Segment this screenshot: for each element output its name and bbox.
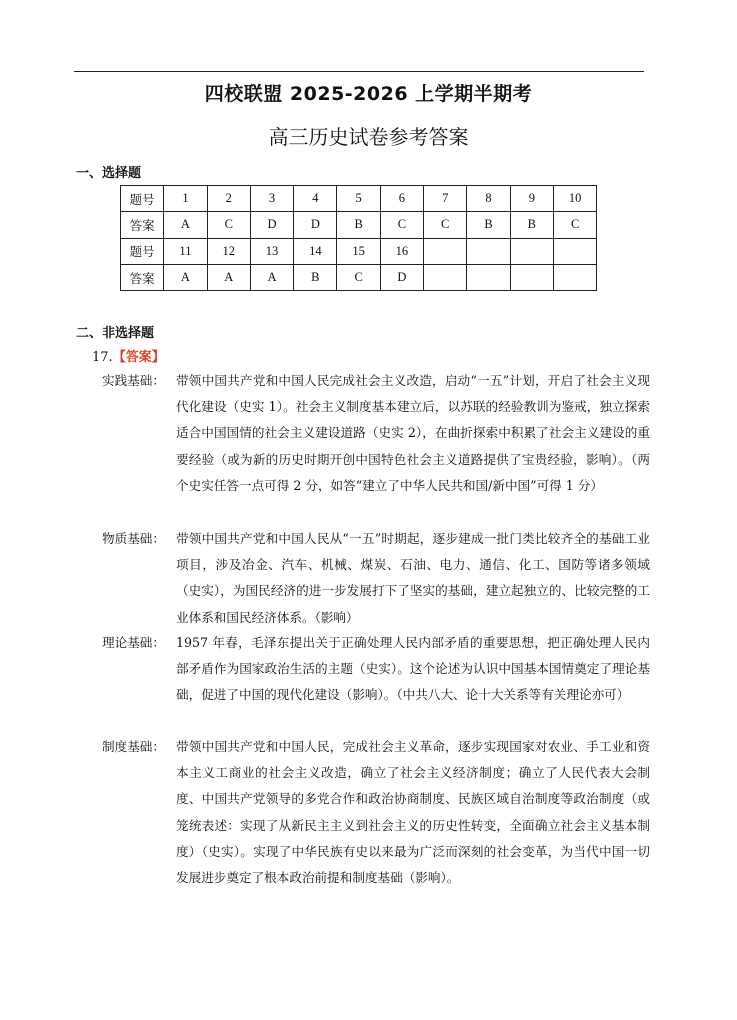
table-cell: 10 bbox=[553, 186, 596, 212]
table-cell bbox=[424, 238, 467, 264]
table-cell: A bbox=[164, 212, 207, 238]
table-cell: D bbox=[294, 212, 337, 238]
table-cell: B bbox=[510, 212, 553, 238]
table-cell: 9 bbox=[510, 186, 553, 212]
table-cell: A bbox=[250, 264, 293, 290]
entry-text: 1957 年春，毛泽东提出关于正确处理人民内部矛盾的重要思想，把正确处理人民内部矛盾作为国家政治生活的主题（史实）。这个论述为认识中国基本国情奠定了理论基础，促进了中国的现代化建设（影响）。（中共八大、论十大关系等有关理论亦可） bbox=[176, 635, 650, 703]
table-cell bbox=[510, 264, 553, 290]
table-cell bbox=[424, 264, 467, 290]
table-cell: C bbox=[380, 212, 423, 238]
table-cell: D bbox=[250, 212, 293, 238]
table-row bbox=[121, 186, 597, 212]
table-cell: C bbox=[553, 212, 596, 238]
entry-label: 实践基础： bbox=[102, 373, 165, 388]
table-cell: 15 bbox=[337, 238, 380, 264]
table-row-header: 题号 bbox=[121, 238, 164, 264]
table-cell: C bbox=[337, 264, 380, 290]
entry-label: 理论基础： bbox=[102, 635, 165, 650]
entry-label: 制度基础： bbox=[102, 739, 165, 754]
table-cell bbox=[467, 238, 510, 264]
table-row bbox=[121, 264, 597, 290]
question-number: 17. bbox=[92, 350, 113, 365]
table-row bbox=[121, 212, 597, 238]
table-cell: 4 bbox=[294, 186, 337, 212]
table-row-header: 题号 bbox=[121, 186, 164, 212]
table-cell: A bbox=[164, 264, 207, 290]
section-heading-nonchoice: 二、非选择题 bbox=[76, 326, 155, 341]
table-cell: 14 bbox=[294, 238, 337, 264]
table-cell: 1 bbox=[164, 186, 207, 212]
table-cell: C bbox=[424, 212, 467, 238]
document-subtitle: 高三历史试卷参考答案 bbox=[268, 125, 469, 149]
table-cell: D bbox=[380, 264, 423, 290]
table-cell: 12 bbox=[207, 238, 250, 264]
table-cell: 16 bbox=[380, 238, 423, 264]
table-cell: C bbox=[207, 212, 250, 238]
answer-entry-theory bbox=[102, 630, 650, 709]
entry-label: 物质基础： bbox=[102, 531, 165, 546]
question-17-heading bbox=[92, 346, 165, 365]
entry-text: 带领中国共产党和中国人民完成社会主义改造，启动“一五”计划，开启了社会主义现代化建设（史实 1）。社会主义制度基本建立后，以苏联的经验教训为鉴戒，独立探索适合中国国情的社会主义建设道路（史实 2），在曲折探索中积累了社会主义建设的重要经验（或为新的历史时期开创中国特色社会主义道路提供了宝贵经验，影响）。（两个史实任答一点可得 2 分，如答“建立了中华人民共和国/新中国”可得 1 分） bbox=[176, 373, 650, 493]
table-row-header: 答案 bbox=[121, 212, 164, 238]
table-cell: 11 bbox=[164, 238, 207, 264]
table-cell: B bbox=[294, 264, 337, 290]
table-cell: B bbox=[467, 212, 510, 238]
table-row bbox=[121, 238, 597, 264]
table-cell: 5 bbox=[337, 186, 380, 212]
table-cell bbox=[510, 238, 553, 264]
table-cell bbox=[553, 264, 596, 290]
table-cell: 13 bbox=[250, 238, 293, 264]
section-heading-choice: 一、选择题 bbox=[76, 166, 142, 181]
answer-mark: 【答案】 bbox=[112, 350, 165, 365]
table-cell bbox=[467, 264, 510, 290]
table-cell: 8 bbox=[467, 186, 510, 212]
table-cell: 7 bbox=[424, 186, 467, 212]
table-cell bbox=[553, 238, 596, 264]
table-cell: 3 bbox=[250, 186, 293, 212]
table-cell: 2 bbox=[207, 186, 250, 212]
entry-text: 带领中国共产党和中国人民，完成社会主义革命，逐步实现国家对农业、手工业和资本主义工商业的社会主义改造，确立了社会主义经济制度；确立了人民代表大会制度、中国共产党领导的多党合作和政治协商制度、民族区域自治制度等政治制度（或笼统表述：实现了从新民主主义到社会主义的历史性转变，全面确立社会主义基本制度）（史实）。实现了中华民族有史以来最为广泛而深刻的社会变革，为当代中国一切发展进步奠定了根本政治前提和制度基础（影响）。 bbox=[176, 739, 650, 886]
table-cell: 6 bbox=[380, 186, 423, 212]
answer-entry-material bbox=[102, 526, 650, 631]
top-divider-line bbox=[74, 71, 644, 72]
answer-entry-practice bbox=[102, 368, 650, 499]
table-cell: A bbox=[207, 264, 250, 290]
answer-table bbox=[120, 185, 597, 291]
entry-text: 带领中国共产党和中国人民从“一五”时期起，逐步建成一批门类比较齐全的基础工业项目，涉及冶金、汽车、机械、煤炭、石油、电力、通信、化工、国防等诸多领域（史实），为国民经济的进一步发展打下了坚实的基础，建立起独立的、比较完整的工业体系和国民经济体系。（影响） bbox=[176, 531, 650, 625]
table-row-header: 答案 bbox=[121, 264, 164, 290]
table-cell: B bbox=[337, 212, 380, 238]
answer-entry-system bbox=[102, 734, 650, 891]
document-title: 四校联盟 2025-2026 上学期半期考 bbox=[204, 83, 533, 105]
